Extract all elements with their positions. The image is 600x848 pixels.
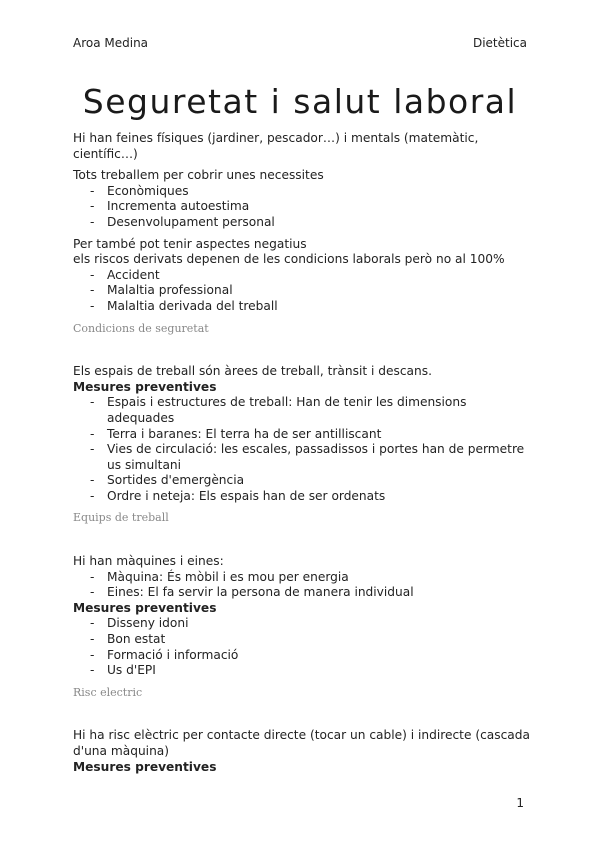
list-item: - Incrementa autoestima (73, 199, 533, 215)
section1-measures-list (73, 395, 533, 504)
list-item: - Accident (73, 268, 533, 284)
list-item: - Disseny idoni (73, 616, 533, 632)
list-item: - Espais i estructures de treball: Han de tenir les dimensions adequades (73, 395, 533, 426)
section1-text: Els espais de treball són àrees de treball, trànsit i descans. (73, 364, 432, 379)
list-item: - Eines: El fa servir la persona de manera individual (73, 585, 533, 601)
intro-paragraph-2: Tots treballem per cobrir unes necessites (73, 168, 324, 183)
list-item: - Màquina: És mòbil i es mou per energia (73, 570, 533, 586)
list-item: - Vies de circulació: les escales, passadissos i portes han de permetre us simultani (73, 442, 533, 473)
list-item: - Formació i informació (73, 648, 533, 664)
intro-paragraph-3a: Per també pot tenir aspectes negatius (73, 236, 307, 251)
section2-measures-list (73, 616, 533, 678)
section2-text: Hi han màquines i eines: (73, 554, 224, 569)
section-heading-electric: Risc electric (73, 685, 143, 699)
list-item: - Us d'EPI (73, 663, 533, 679)
intro-paragraph-1: Hi han feines físiques (jardiner, pescador…) i mentals (matemàtic, científic…) (73, 131, 479, 161)
section3-text: Hi ha risc elèctric per contacte directe (tocar un cable) i indirecte (cascada d'una màquina) (73, 728, 530, 758)
needs-list (73, 184, 533, 231)
section-heading-equipment: Equips de treball (73, 511, 169, 525)
page-title: Seguretat i salut laboral (82, 82, 518, 121)
list-item: - Econòmiques (73, 184, 533, 200)
list-item: - Ordre i neteja: Els espais han de ser ordenats (73, 489, 533, 505)
section-heading-safety: Condicions de seguretat (73, 321, 209, 335)
section2-types-list (73, 570, 533, 601)
list-item: - Bon estat (73, 632, 533, 648)
intro-paragraph-3b: els riscos derivats depenen de les condicions laborals però no al 100% (73, 252, 505, 267)
risks-list (73, 268, 533, 315)
section3-measures-label: Mesures preventives (73, 759, 217, 774)
list-item: - Sortides d'emergència (73, 473, 533, 489)
document-body (73, 131, 533, 775)
page-number: 1 (516, 796, 524, 810)
section2-measures-label: Mesures preventives (73, 600, 217, 615)
list-item: - Desenvolupament personal (73, 215, 533, 231)
section1-measures-label: Mesures preventives (73, 379, 217, 394)
list-item: - Terra i baranes: El terra ha de ser antilliscant (73, 427, 533, 443)
header-subject: Dietètica (472, 36, 527, 50)
list-item: - Malaltia professional (73, 283, 533, 299)
header-author: Aroa Medina (73, 36, 149, 50)
list-item: - Malaltia derivada del treball (73, 299, 533, 315)
